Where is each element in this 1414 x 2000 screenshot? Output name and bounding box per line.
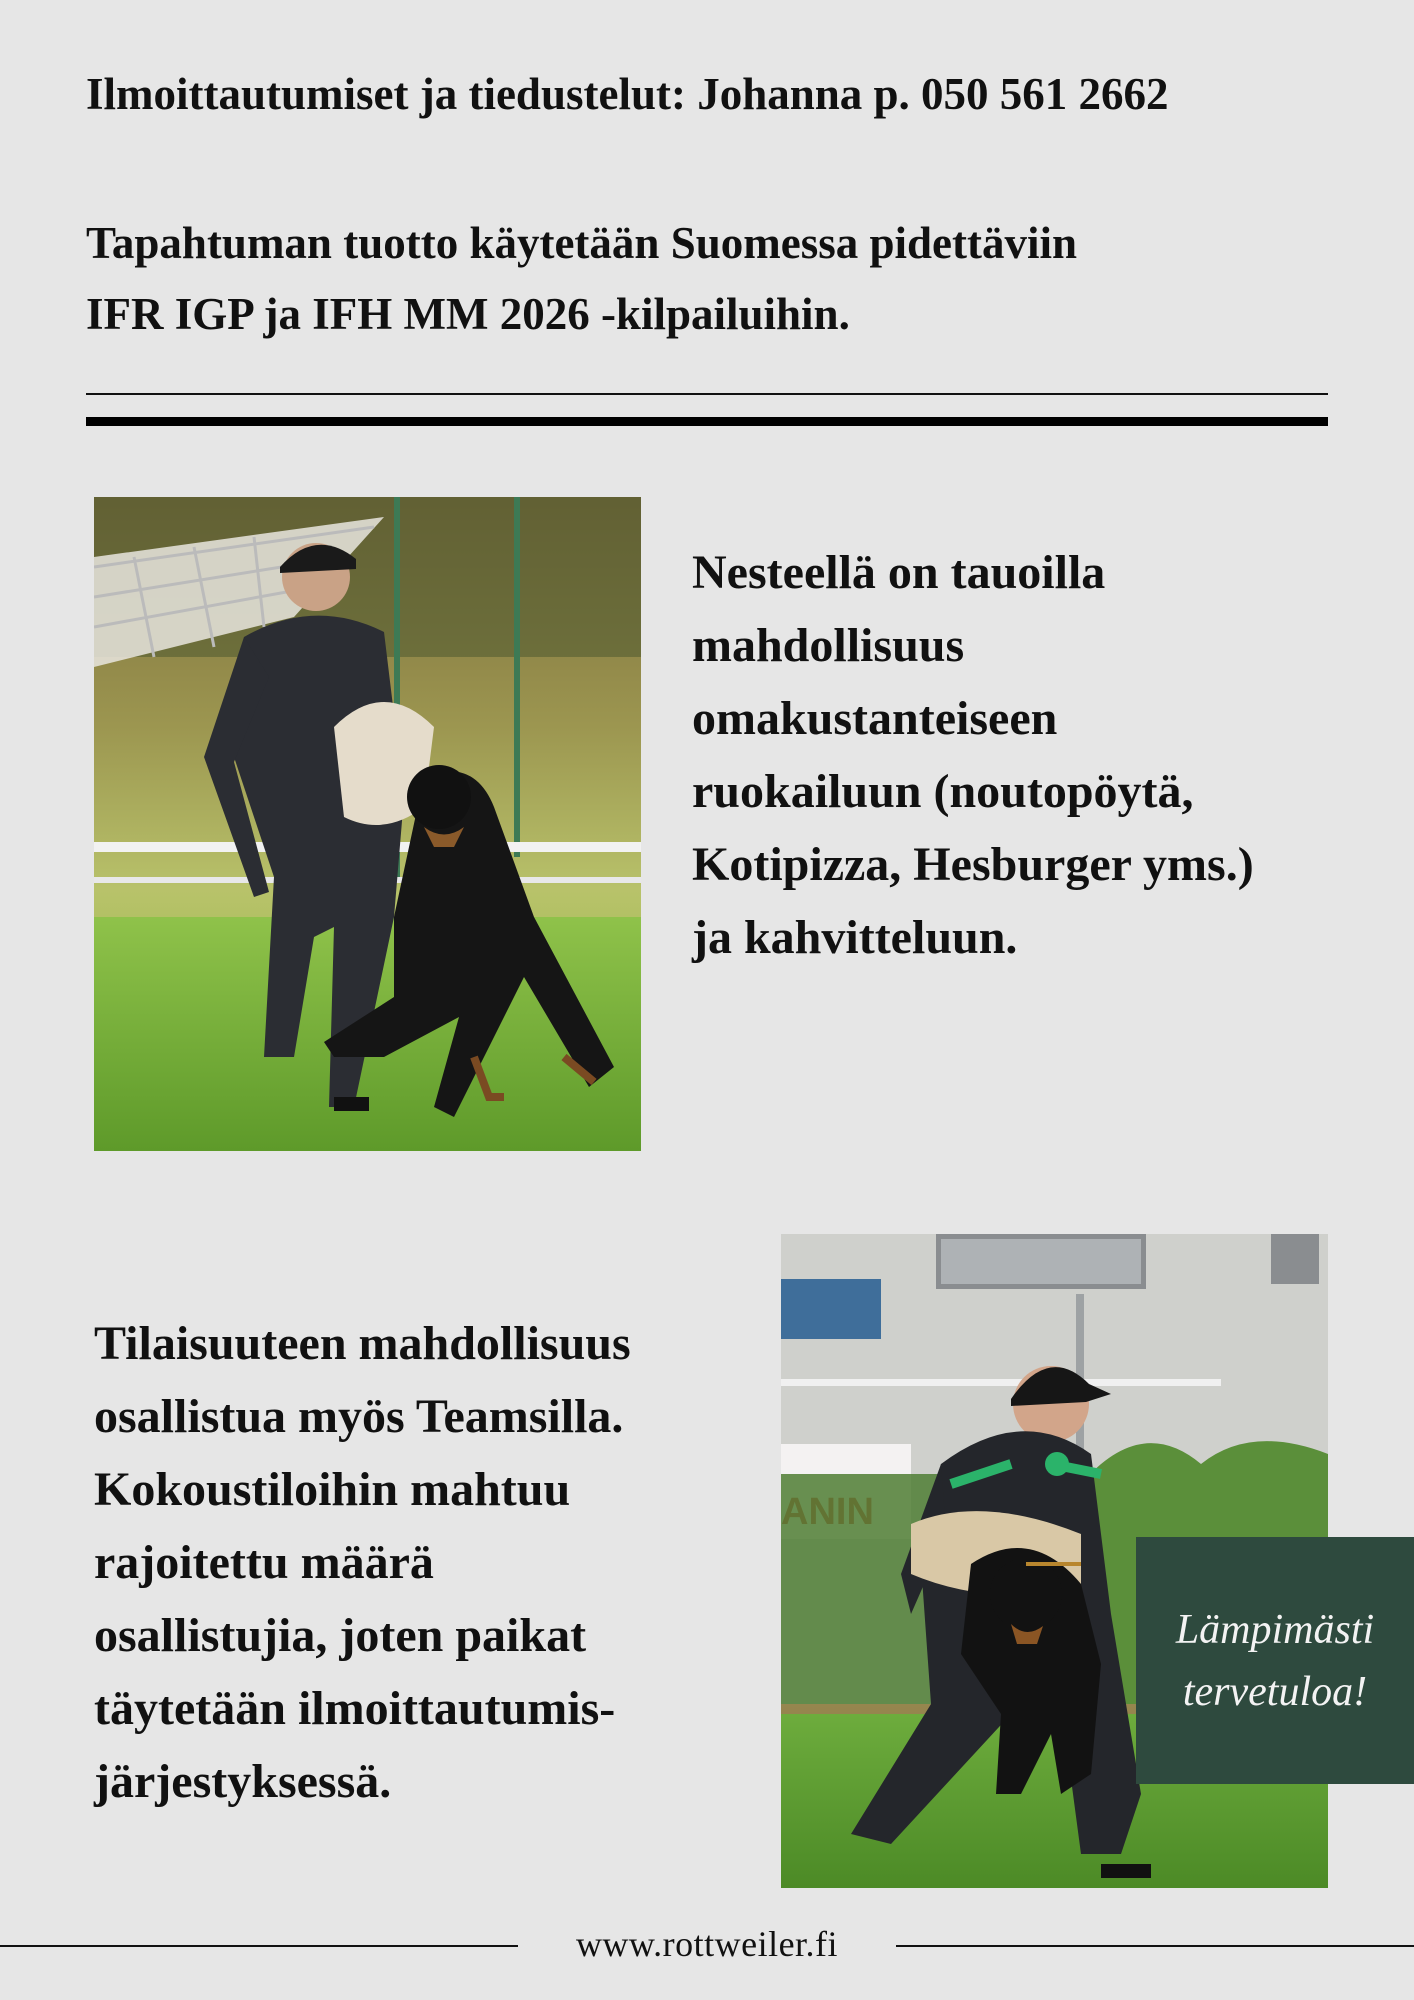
catering-line: Kotipizza, Hesburger yms.) — [692, 838, 1254, 891]
teams-line: osallistujia, joten paikat — [94, 1609, 587, 1662]
divider-thin — [86, 393, 1328, 395]
footer-website-link[interactable]: www.rottweiler.fi — [575, 1924, 839, 1964]
purpose-text — [86, 208, 1077, 350]
catering-line: ruokailuun (noutopöytä, — [692, 765, 1194, 818]
welcome-line: tervetuloa! — [1182, 1668, 1368, 1715]
teams-line: rajoitettu määrä — [94, 1536, 434, 1589]
catering-line: Nesteellä on tauoilla — [692, 546, 1106, 599]
footer-divider-right — [896, 1945, 1414, 1947]
purpose-line: Tapahtuman tuotto käytetään Suomessa pidettäviin — [86, 218, 1078, 268]
purpose-line: IFR IGP ja IFH MM 2026 -kilpailuihin. — [86, 289, 850, 339]
welcome-line: Lämpimästi — [1175, 1606, 1375, 1653]
teams-line: järjestyksessä. — [94, 1755, 392, 1808]
footer-divider-left — [0, 1945, 518, 1947]
teams-line: täytetään ilmoittautumis- — [94, 1682, 616, 1735]
photo-dog-training-field — [94, 497, 641, 1151]
contact-line: Ilmoittautumiset ja tiedustelut: Johanna p. 050 561 2662 — [86, 69, 1169, 119]
teams-line: Tilaisuuteen mahdollisuus — [94, 1317, 631, 1370]
catering-line: mahdollisuus — [692, 619, 965, 672]
catering-line: omakustanteiseen — [692, 692, 1058, 745]
teams-info — [94, 1307, 631, 1818]
catering-info — [692, 536, 1254, 974]
catering-line: ja kahvitteluun. — [692, 911, 1018, 964]
divider-thick — [86, 417, 1328, 426]
teams-line: Kokoustiloihin mahtuu — [94, 1463, 571, 1516]
welcome-box — [1136, 1537, 1414, 1784]
teams-line: osallistua myös Teamsilla. — [94, 1390, 624, 1443]
